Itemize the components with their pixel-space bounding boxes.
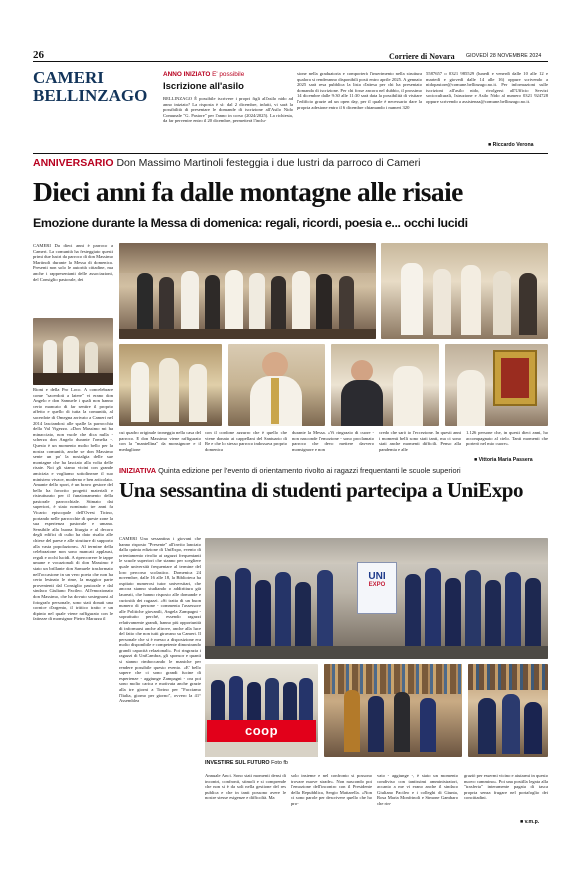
photo-painting-gift [445, 344, 548, 426]
article2-signature: ■ v.m.p. [520, 819, 540, 825]
article1-kicker [33, 157, 548, 169]
asilo-kicker [163, 71, 244, 78]
article2-col-b4: graziò per essermi vicino e aiutarmi in questo nuovo cammino». Poi una postilla legata alla "trasferta" interamente pagata di tasca propria senza frugare nel portafoglio dei concittadini. [464, 773, 548, 801]
photo-don-massimo [228, 344, 325, 426]
masthead: Corriere di Novara [389, 52, 455, 61]
asilo-title: Iscrizione all'asilo [163, 81, 244, 92]
article2-kicker-rest: Quinta edizione per l'evento di orientamento rivolto ai ragazzi frequentanti le scuole superiori [158, 466, 461, 475]
photo-procession [381, 243, 548, 339]
coop-banner-text: coop [244, 723, 279, 738]
photo-mass-small [33, 318, 113, 385]
article1-subheadline: Emozione durante la Messa di domenica: regali, ricordi, poesia e... occhi lucidi [33, 216, 468, 230]
photo-group-altar [119, 243, 376, 339]
uniexpo-poster-sub: EXPO [368, 582, 386, 588]
page-header [33, 50, 548, 62]
asilo-col-1: BELLINZAGO È possibile iscrivere i propri figli all'asilo nido ad anno iniziato? La risposta è sì: dal 2 dicembre, infatti, vi sarà la possibilità di presentare le domande di iscrizione all'Asilo Nido Comunale "G. Pastore" per l'anno in corso (2024/2025). La richiesta, da far pervenire entro il 20 dicembre, permetterà l'inclu- [163, 96, 293, 124]
asilo-kicker-label: ANNO INIZIATO [163, 71, 211, 78]
photo-priests-row [119, 344, 222, 426]
article2-col-b2: solo insieme e nel confronto si possono trovare nuove strade». Non nascondo poi l'emozione dell'incontro con il Presidente della Repubblica, Sergio Mattarella. «Non ci sono parole per descrivere quello che ho pro- [291, 773, 372, 806]
photo-uniexpo-students [468, 664, 548, 757]
section-title-bellinzago: BELLINZAGO [33, 86, 148, 105]
photo-caption-title: INVESTIRE SUL FUTURO [205, 760, 270, 766]
article2-col-b1: Annuale Anci. Sono stati momenti densi di incontri, confronti, stimoli e si comprende che non si è da soli nella gestione del res publica e che in tanti possono avere le nostre stesse esigenze e difficoltà. Ma [205, 773, 286, 801]
article1-col-b3: durante la Messa. «Vi ringrazio di cuore - non nasconde l'emozione - sono proclamato parroco che devo mettere davvero monsignore e non [292, 430, 374, 452]
asilo-kicker-rest: E' possibile [212, 71, 245, 78]
article2-col-1: CAMERI Una sessantina i giovani che hanno risposto "Presente" all'invito lanciato dalla quinta edizione di UniExpo, evento di orientamento rivolto ai ragazzi frequentanti le scuole superiori che stanno per scegliere quale università frequentare al termine del loro percorso scolastico. Domenica 24 novembre, dalle 16 alle 18, la Biblioteca ha ospitato numerosi tutor universitari, che ancora stanno studiando o addirittura già laureati, che hanno risposto alle domande e curiosità dei ragazzi. «Si tratta di un buon numero di persone - commenta l'assessore alle Politiche giovanili, Angela Zampagni - soprattutto perché, essendo ragazzi relativamente grandi, hanno più opportunità di informarsi anche altrove, anche alla luce del fatto che non tutti giravano su Cameri. Il personale che si è messo a disposizione era molto disponibile e competente dimostrando grandi capacità relazionali». Poi ringrazia i ragazzi di UniCambra, gli sponsor e quanti si stanno rimboccando le maniche per rendere possibile questo evento. «E' bello sapere che ci sono grandi fucine di esperienze - aggiunge Zampagni - ora poi sono molto carica e motivata anche grazie alla tre giorni a Torino per "Facciamo l'Italia, giorno per giorno", ovvero la 41° Assemblea [119, 536, 201, 704]
asilo-col-2: sione nella graduatoria e comporterà l'inserimento nella struttura qualora si renderanno disponibili posti entro aprile 2025. A gennaio 2025 sarà resa pubblica la lista d'attesa per chi ha presentato domanda di iscrizione. Per chi fosse ancora nel dubbio, il prossimo 14 dicembre dalle 9:30 alle 11:30 sarà data la possibilità di visitare l'edificio grazie ad un open day, per il quale è necessario dare la propria adesione entro il 6 dicembre chiamando i numeri 320 [297, 71, 422, 110]
article1-signature: ■ Vittoria Maria Passera [474, 457, 533, 463]
uniexpo-poster [357, 562, 397, 614]
article2-col-b3: vato - aggiunge -, è stato un momento condiviso con tantissimi amministratori, accanto a me vi erano anche il sindaco Giuliano Pacileo e i colleghi di Giunta, Rosa Maria Monfrinoli e Simone Gambaro che rin- [377, 773, 458, 806]
page-date: GIOVEDÌ 28 NOVEMBRE 2024 [466, 53, 542, 59]
asilo-signature: ■ Riccardo Verona [488, 142, 534, 148]
photo-speaker [331, 344, 439, 426]
article1-kicker-rest: Don Massimo Martinoli festeggia i due lustri da parroco di Cameri [116, 157, 421, 169]
photo-uniexpo-library [324, 664, 462, 757]
article1-col-b5: 1.126 persone che, in questi dieci anni, ho accompagnato al cielo. Tanti momenti che porterò nel mio cuore». [466, 430, 548, 447]
article1-headline: Dieci anni fa dalle montagne alle risaie [33, 176, 463, 207]
article1-kicker-label: ANNIVERSARIO [33, 157, 114, 169]
section-title-cameri: CAMERI [33, 68, 104, 87]
article2-kicker-label: INIZIATIVA [119, 466, 157, 475]
asilo-col-3: 5587657 o 0321 985529 (lunedì e venerdì dalle 10 alle 12 e martedì e giovedì dalle 14 alle 16) oppure scrivendo a nidopastore@comune.bellinzago.no.it. Per informazioni sulle iscrizioni all'asilo nido, rivolgersi all'Ufficio Servizi socioculturali, Istruzione e Asilo Nido al numero 0321 924728 oppure scrivendo a assistenza@comune.bellinzago.no.it. [426, 71, 548, 104]
article1-col-b4: credo che sarò io l'eccezione. In questi anni i momenti belli sono stati tanti, ma ci sono stati anche momenti difficili. Penso alla pandemia e alle [379, 430, 461, 452]
divider [33, 153, 548, 154]
photo-uniexpo-coop [205, 664, 318, 757]
photo-uniexpo-group [205, 538, 548, 659]
article1-main-col: Rioni e della Pro Loco. A concelebrare come "sacerdoti a latere" vi erano don Angelo e don Samuele i quali non hanno certo mancato di far sentire il proprio affetto e quello di tutta la comunità, al sacerdote di Omegna arrivato a Cameri nel 2014 lasciandosi alle spalle la parrocchia della Val Vigezzo. «Don Massimo mi ha minacciato, non vuole che dica nulla - scherza don Angelo durante l'omelia -. Questo è un momento molto bello per la nostra comunità, anche se don Massimo sente un po' la nostalgia delle sue montagne che ha lasciato alla volta delle risaie. Noi gli siamo vicini con grande amicizia e vogliamo sottolineare il suo ministero vivace, moderno e ben articolato. Amante dello sport, è un bravo gestore del bello ha favorito progetti materiali e ristrutturato per il funzionamento della pastorale parrocchiale. Stimato dai superiori, è stato nominato tre anni fa Vicario episcopale dell'Ovest Ticino, portando nelle parrocchie di queste zone la sua esperienza pastorale e umana. Sensibile alla buona liturgia e al decoro degli edifici di culto ha dato risalto alle chiese del paese e alle strutture di supporto alla vasta popolazione». Al termine della celebrazione non sono mancati applausi, regali e occhi lucidi. A ripercorrere le tappe umane e vocazionali di don Massimo è stato un brillante don Samuele trasformato nell'occasione in un vero poeta che non ha certo lesinato le rime, la maggior parte provenienti dal Consiglio pastorale e dal sindaco Giuliano Pacileo. All'emozionato don Massimo, che ha dovuto sostegnarsi al fotografo personale, sono stati donati una cornice d'argento, il trittico tratto e un dipinto nel quale viene raffigurato con le fattezze di monsignor Pietro Marazza il [33, 387, 113, 622]
article2-headline: Una sessantina di studenti partecipa a UniExpo [119, 478, 524, 502]
uniexpo-poster-title: UNI [368, 571, 386, 582]
photo-caption [205, 760, 288, 767]
article1-col-b1: cui quadro originale troneggia nella casa del parroco. E don Massimo viene raffigurato con la "mantellina" da monsignore e il medaglione [119, 430, 201, 452]
section-title [33, 69, 157, 105]
article2-kicker [119, 466, 559, 475]
article1-intro: CAMERI Da dieci anni è parroco a Cameri. La comunità ha festeggiato questi primi due lustri da parroco di don Massimo Martinoli durante la Messa di domenica. Presenti non solo le autorità cittadine, ma anche i rappresentanti delle associazioni, del Consiglio pastorale, dei [33, 243, 113, 282]
photo-caption-credit: Foto fb [271, 760, 288, 766]
article1-col-b2: con il cordone azzurro che è quello che viene donato ai cappellani del Santuario di Re e che lo stesso parroco indossava proprio domenica [205, 430, 287, 452]
page-number: 26 [33, 49, 44, 61]
coop-banner [207, 720, 316, 742]
